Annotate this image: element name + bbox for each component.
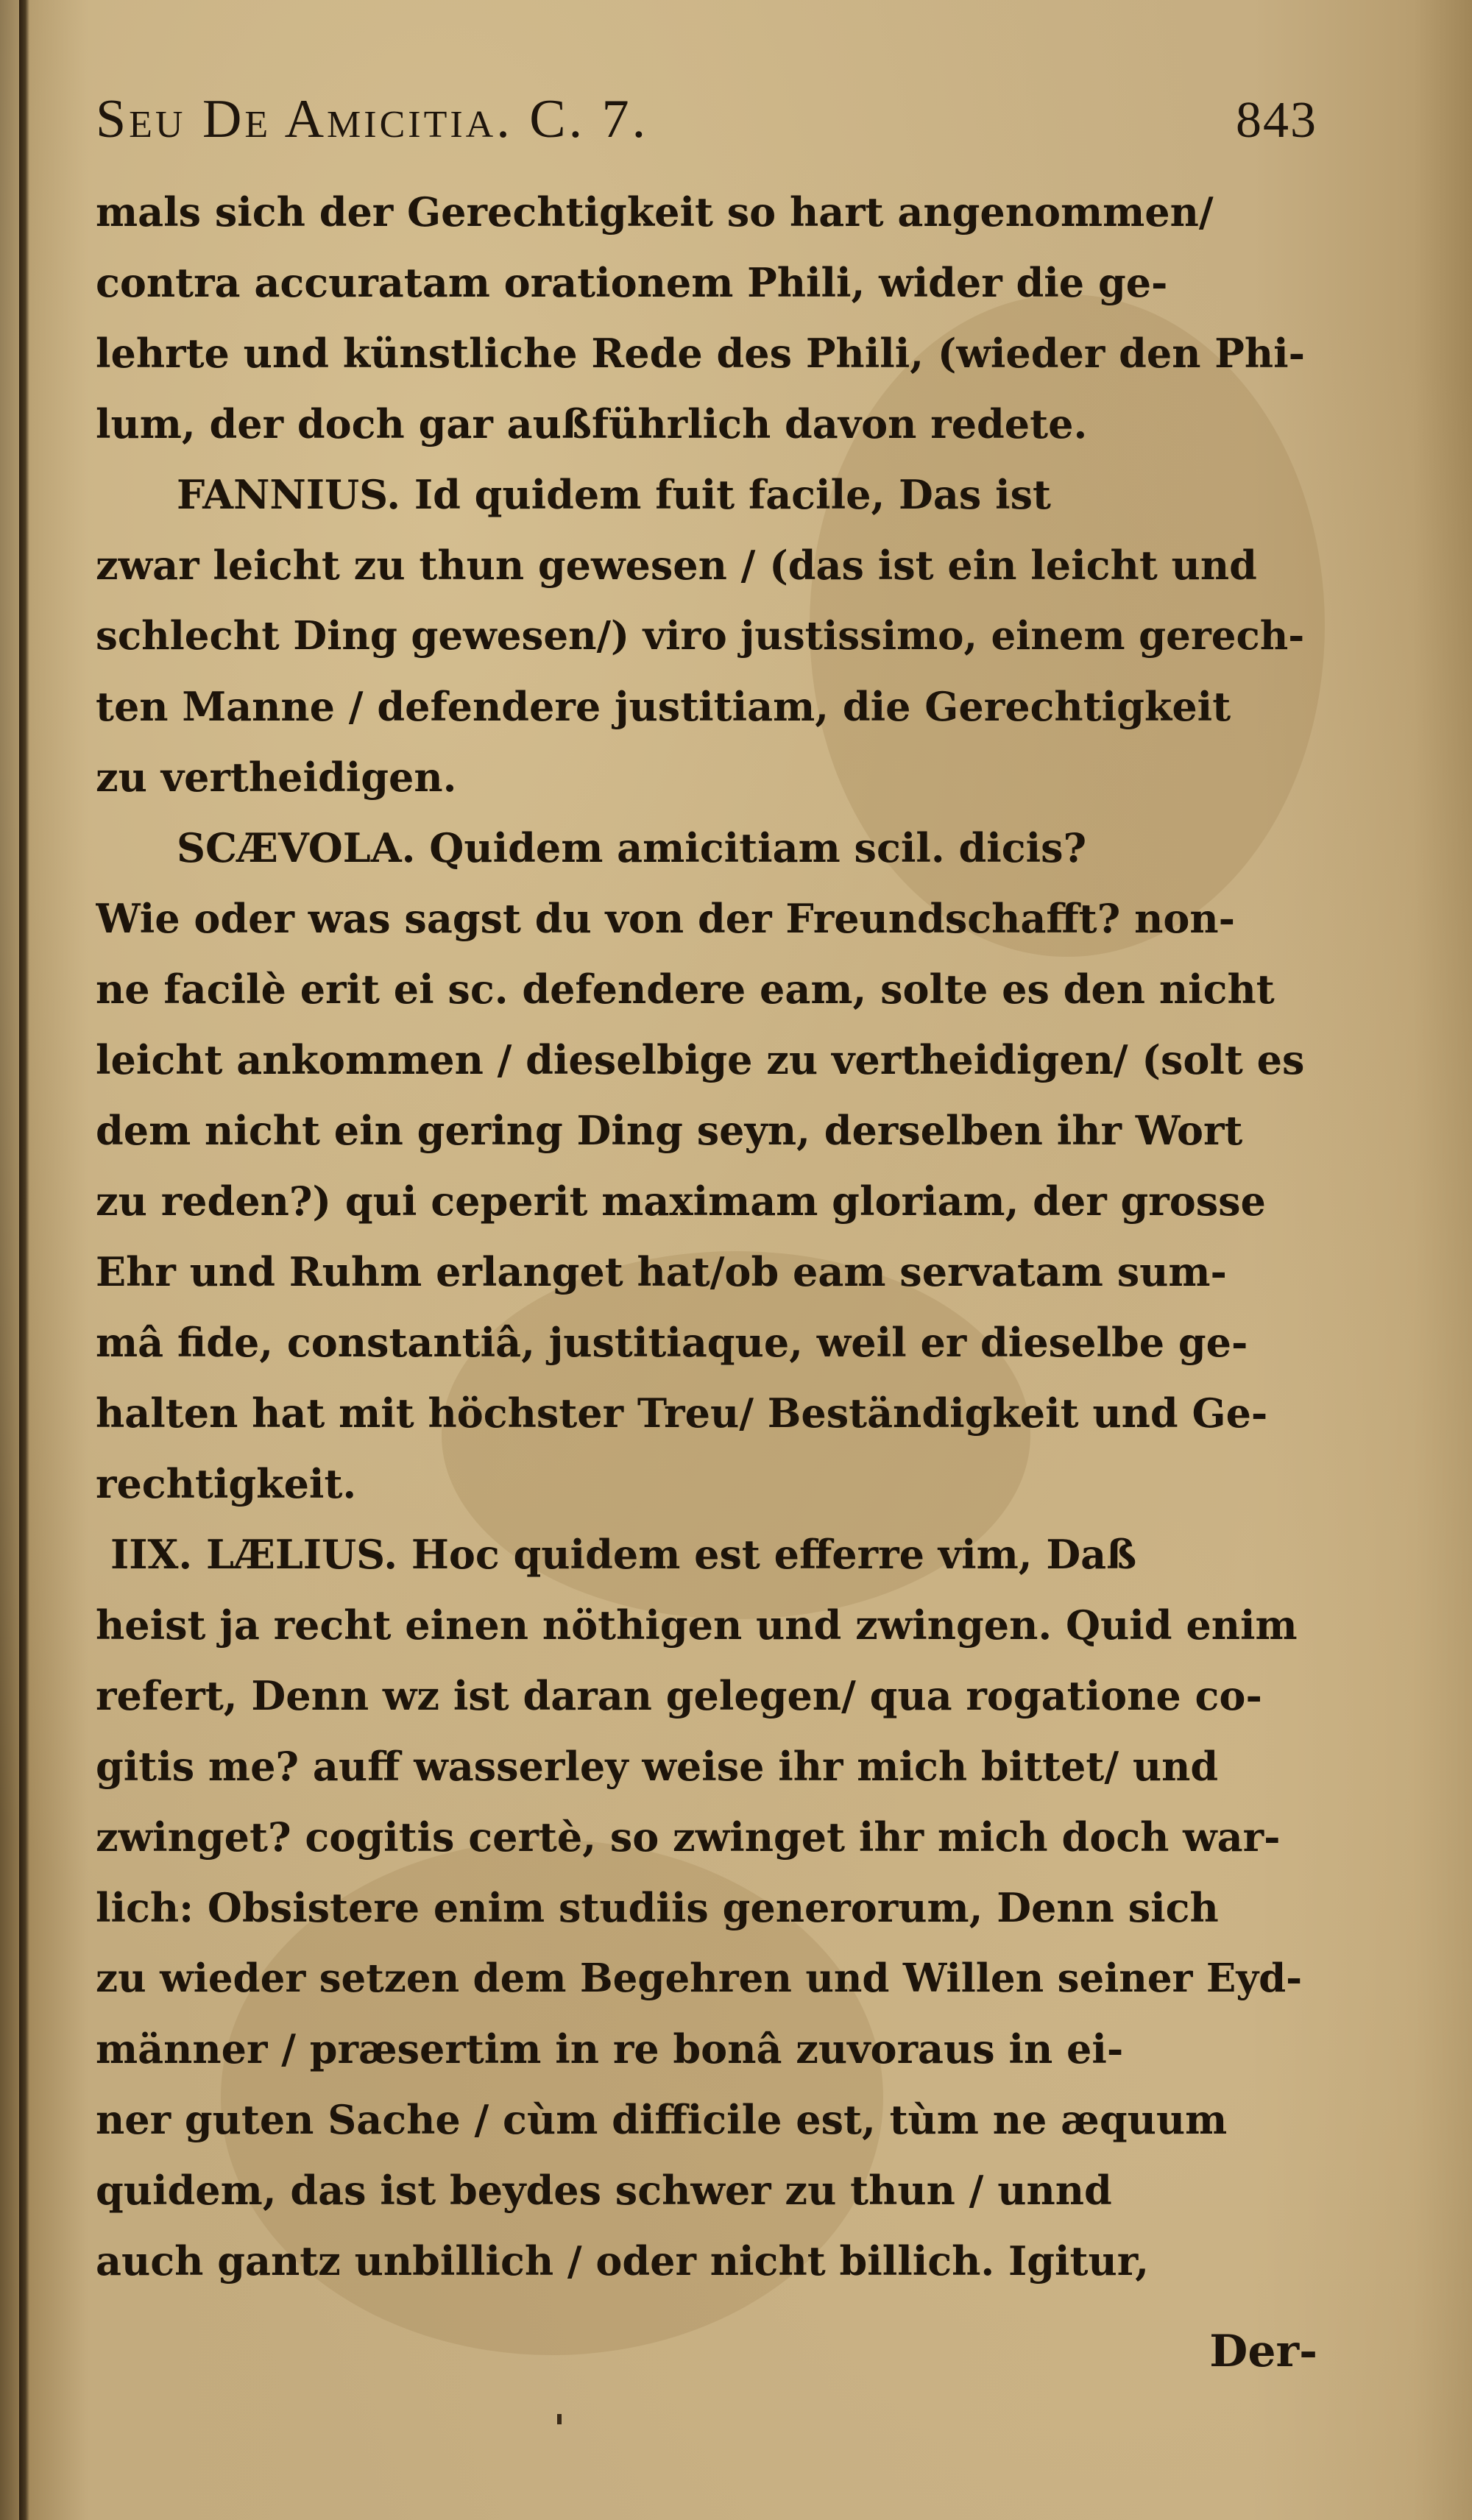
text-line: ten Manne / defendere justitiam, die Gerechtigkeit	[96, 683, 1231, 730]
catchword: Der-	[1209, 2326, 1317, 2377]
speaker-line: IIX. LÆLIUS. Hoc quidem est efferre vim, Daß	[110, 1531, 1137, 1578]
text-line: gitis me? auff wasserley weise ihr mich bittet/ und	[96, 1743, 1219, 1790]
text-line: mâ fide, constantiâ, justitiaque, weil er dieselbe ge-	[96, 1319, 1248, 1366]
text-line: heist ja recht einen nöthigen und zwingen. Quid enim	[96, 1601, 1298, 1649]
text-line: zu vertheidigen.	[96, 754, 457, 801]
text-line: refert, Denn wz ist daran gelegen/ qua rogatione co-	[96, 1672, 1262, 1719]
speaker-line: FANNIUS. Id quidem fuit facile, Das ist	[177, 471, 1051, 518]
text-line: leicht ankommen / dieselbige zu vertheidigen/ (solt es	[96, 1036, 1305, 1083]
text-line: Ehr und Ruhm erlanget hat/ob eam servatam sum-	[96, 1248, 1227, 1295]
text-line: zu reden?) qui ceperit maximam gloriam, der grosse	[96, 1178, 1266, 1225]
text-line: quidem, das ist beydes schwer zu thun / unnd	[96, 2167, 1112, 2214]
book-page	[96, 88, 1317, 2377]
text-line: dem nicht ein gering Ding seyn, derselben ihr Wort	[96, 1107, 1243, 1154]
page-body	[96, 177, 1317, 2296]
text-line: ne facilè erit ei sc. defendere eam, solte es den nicht	[96, 966, 1275, 1013]
running-head	[96, 88, 1317, 177]
text-line: contra accuratam orationem Phili, wider die ge-	[96, 259, 1168, 306]
text-line: halten hat mit höchster Treu/ Beständigkeit und Ge-	[96, 1390, 1268, 1437]
speaker-line: SCÆVOLA. Quidem amicitiam scil. dicis?	[177, 824, 1087, 871]
page-number: 843	[1236, 92, 1317, 149]
text-line: zwinget? cogitis certè, so zwinget ihr mich doch war-	[96, 1813, 1281, 1861]
text-line: schlecht Ding gewesen/) viro justissimo, einem gerech-	[96, 613, 1305, 659]
text-line: zwar leicht zu thun gewesen / (das ist ein leicht und	[96, 542, 1257, 589]
text-line: lich: Obsistere enim studiis generorum, Denn sich	[96, 1884, 1219, 1931]
text-line: zu wieder setzen dem Begehren und Willen seiner Eyd-	[96, 1956, 1303, 2001]
running-head-title: Seu De Amicitia. C. 7.	[96, 89, 649, 149]
text-line: lum, der doch gar außführlich davon redete.	[96, 400, 1088, 447]
text-line: rechtigkeit.	[96, 1460, 357, 1507]
text-line: ner guten Sache / cùm difficile est, tùm ne æquum	[96, 2096, 1228, 2143]
ink-speck	[557, 2414, 562, 2424]
text-line: männer / præsertim in re bonâ zuvoraus in ei-	[96, 2025, 1124, 2073]
text-line: auch gantz unbillich / oder nicht billich. Igitur,	[96, 2237, 1150, 2284]
binding-edge	[19, 0, 29, 2520]
text-line: Wie oder was sagst du von der Freundschafft? non-	[96, 895, 1236, 942]
text-line: lehrte und künstliche Rede des Phili, (wieder den Phi-	[96, 330, 1306, 377]
text-line: mals sich der Gerechtigkeit so hart angenommen/	[96, 188, 1214, 236]
